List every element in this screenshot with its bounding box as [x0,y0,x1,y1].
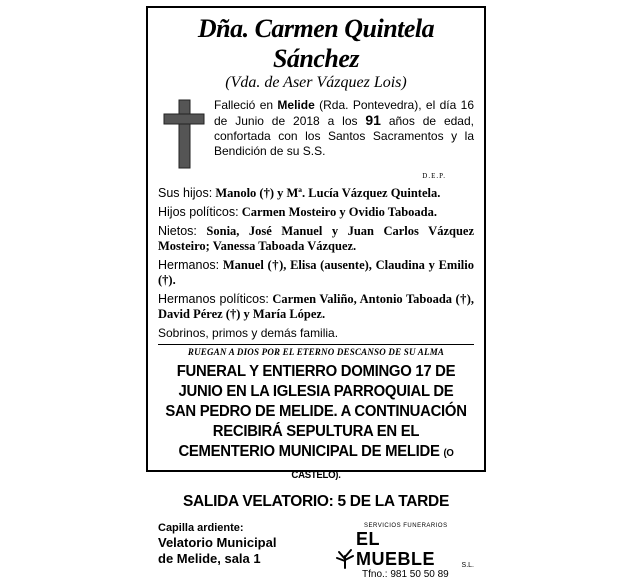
tree-icon [334,547,356,569]
intro-text-1: Falleció en [214,98,278,112]
age: 91 [365,112,381,128]
relation-names: Sonia, José Manuel y Juan Carlos Vázquez Mosteiro; Vanessa Taboada Vázquez. [158,224,475,253]
other-relatives: Sobrinos, primos y demás familia. [158,326,339,340]
prayer-request: RUEGAN A DIOS POR EL ETERNO DESCANSO DE SU ALMA [187,347,445,357]
relation-names: Carmen Valiño, Antonio Taboada (†), David Pérez (†) y María López. [158,292,475,321]
widow-of: (Vda. de Aser Vázquez Lois) [225,74,407,91]
relation-names: Manuel (†), Elisa (ausente), Claudina y Emilio (†). [158,258,475,287]
relation-label: Sus hijos: [158,186,213,200]
cross-icon [162,98,206,170]
logo-phone: Tfno.: 981 50 50 89 [362,569,449,580]
footer [158,521,474,580]
funeral-text: FUNERAL Y ENTIERRO DOMINGO 17 DE JUNIO EN LA IGLESIA PARROQUIAL DE SAN PEDRO DE MELIDE. A CONTINUACIÓN RECIBIRÁ SEPULTURA EN EL CEMENTERIO MUNICIPAL DE MELIDE [165,363,467,460]
logo-main [334,529,474,569]
deceased-name: Dña. Carmen Quintela Sánchez [197,14,435,73]
family-line [158,292,474,322]
intro-text-3: años de edad, confortada con los Santos Sacramentos y la Bendición de su S.S. [214,114,474,158]
family-line [158,258,474,288]
death-notice [214,98,474,159]
logo-name: EL MUEBLE [356,529,435,569]
relation-label: Hermanos políticos: [158,292,269,306]
chapel-place-2: de Melide, sala 1 [158,551,261,566]
relation-label: Hijos políticos: [158,205,239,219]
funeral-home-logo [334,523,474,580]
relation-names: Manolo (†) y Mª. Lucía Vázquez Quintela. [215,186,441,200]
intro-block [158,98,474,170]
obituary-card [146,6,486,580]
intro-text-2: (Rda. Pontevedra), el día 16 de Junio de 2018 a los [214,98,474,128]
family-line [158,205,474,220]
family-line [158,186,474,201]
family-line [158,224,474,254]
chapel-info [158,521,276,580]
chapel-place-1: Velatorio Municipal [158,535,277,550]
relation-label: Nietos: [158,224,197,238]
chapel-label: Capilla ardiente: [158,522,244,534]
wake-departure: SALIDA VELATORIO: 5 DE LA TARDE [183,493,449,510]
relation-label: Hermanos: [158,258,220,272]
logo-suffix: S.L. [461,562,474,569]
funeral-note: (O CASTELO). [291,448,454,481]
death-place: Melide [277,98,315,112]
funeral-details [164,362,467,486]
logo-tagline: SERVICIOS FUNERARIOS [364,523,448,529]
divider [158,344,474,345]
dep-label: D.E.P. [422,172,446,180]
relation-names: Carmen Mosteiro y Ovidio Taboada. [241,205,437,219]
